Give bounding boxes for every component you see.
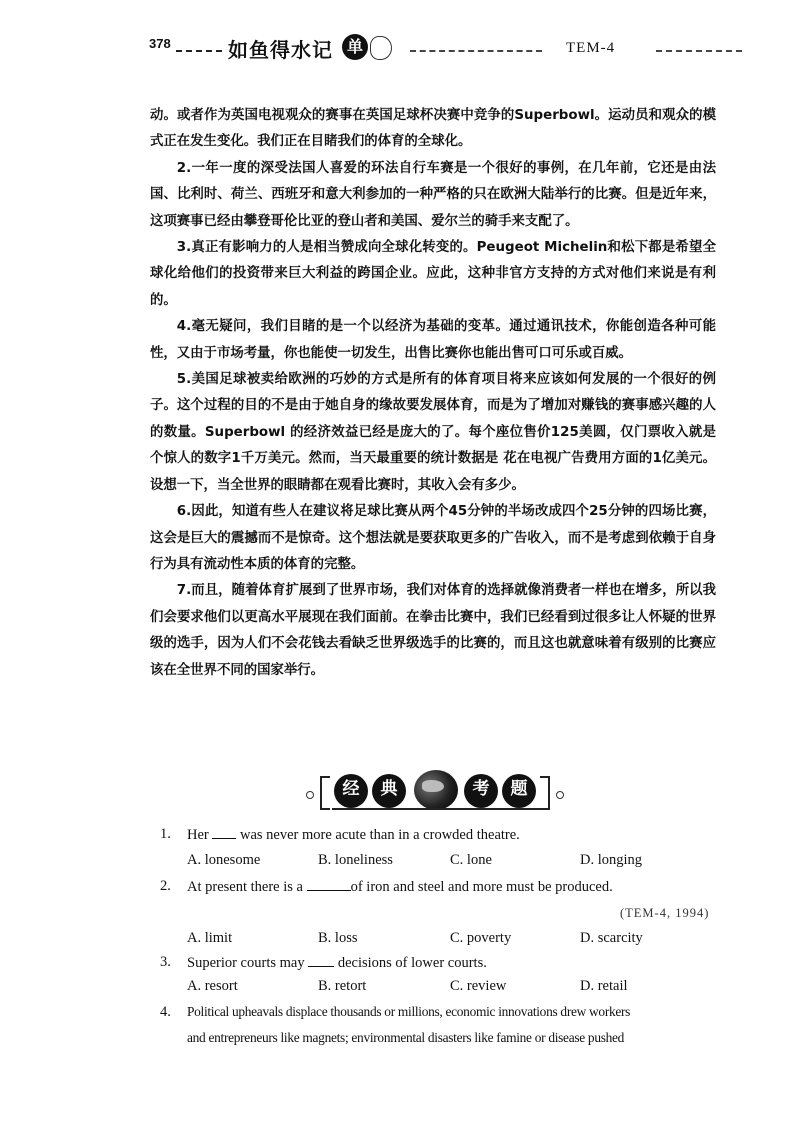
option-b: B. loss: [318, 930, 358, 946]
page-header: [0, 0, 800, 80]
question-stem: [187, 954, 487, 972]
stem-after: decisions of lower courts.: [337, 955, 487, 971]
answer-blank: [212, 826, 236, 839]
bracket-left: [320, 776, 330, 810]
option-d: D. retail: [580, 978, 628, 994]
option-a: A. lonesome: [187, 852, 261, 868]
page-number: 378: [149, 36, 171, 51]
paragraph-7: 7.而且，随着体育扩展到了世界市场，我们对体育的选择就像消费者一样也在增多，所以我们会要求他们以更高水平展现在我们面前。在拳击比赛中，我们已经看到过很多让人怀疑的世界级的选手，因为人们不会花钱去看缺乏世界级选手的比赛的，而且这也就意味着有级别的比赛应该在全世界不同的国家举行。: [150, 583, 716, 678]
ring-right-icon: [556, 791, 564, 799]
badge-swirl-icon: [370, 36, 392, 60]
header-dash-left: [176, 50, 222, 52]
question-number: 3.: [160, 954, 171, 970]
option-a: A. resort: [187, 978, 238, 994]
banner-char-4: 题: [502, 774, 536, 808]
question-stem-line-2: and entrepreneurs like magnets; environmental disasters like famine or disease pushed: [187, 1030, 625, 1045]
paragraph-2: 2.一年一度的深受法国人喜爱的环法自行车赛是一个很好的事例，在几年前，它还是由法国、比利时、荷兰、西班牙和意大利参加的一种严格的只在欧洲大陆举行的比赛。但是近年来，这项赛事已经由攀登哥伦比亚的登山者和美国、爱尔兰的骑手来支配了。: [150, 160, 716, 229]
question-stem-line-1: Political upheavals displace thousands or millions, economic innovations drew workers: [187, 1004, 631, 1019]
option-a: A. limit: [187, 930, 233, 946]
option-b: B. retort: [318, 978, 367, 994]
question-source: (TEM-4, 1994): [620, 906, 710, 920]
answer-blank: [308, 954, 334, 967]
header-dash-far-right: [656, 50, 742, 52]
banner-char-1: 经: [334, 774, 368, 808]
option-b: B. loneliness: [318, 852, 393, 868]
stem-after: of iron and steel and more must be produced.: [350, 879, 613, 895]
option-d: D. scarcity: [580, 930, 643, 946]
ring-left-icon: [306, 791, 314, 799]
option-c: C. review: [450, 978, 507, 994]
globe-icon: [414, 770, 458, 810]
question-number: 1.: [160, 826, 171, 842]
question-stem: [187, 878, 613, 896]
option-c: C. lone: [450, 852, 492, 868]
paragraph-4: 4.毫无疑问，我们目睹的是一个以经济为基础的变革。通过通讯技术，你能创造各种可能性，又由于市场考量，你也能使一切发生，出售比赛你也能出售可口可乐或百威。: [150, 319, 716, 361]
paragraph-6: 6.因此，知道有些人在建议将足球比赛从两个45分钟的半场改成四个25分钟的四场比赛，这会是巨大的震撼而不是惊奇。这个想法就是要获取更多的广告收入，而不是考虑到依赖于自身行为具有流动性本质的体育的完整。: [150, 504, 716, 572]
question-number: 2.: [160, 878, 171, 894]
stem-before: Superior courts may: [187, 955, 305, 971]
paragraph-5: 5.美国足球被卖给欧洲的巧妙的方式是所有的体育项目将来应该如何发展的一个很好的例子。这个过程的目的不是由于她自身的缘故要发展体育，而是为了增加对赚钱的赛事感兴趣的人的数量。Superbowl 的经济效益已经是庞大的了。每个座位售价125美圆，仅门票收入就是个惊人的数字1千万美元。然而，当天最重要的统计数据是 花在电视广告费用方面的1亿美元。设想一下，当全世界的眼睛都在观看比赛时，其收入会有多少。: [150, 372, 716, 493]
question-number: 4.: [160, 1004, 171, 1020]
paragraph-continuation: 动。或者作为英国电视观众的赛事在英国足球杯决赛中竞争的Superbowl。运动员和观众的模式正在发生变化。我们正在目睹我们的体育的全球化。: [150, 108, 716, 150]
stem-before: At present there is a: [187, 879, 303, 895]
banner-char-2: 典: [372, 774, 406, 808]
banner-underline: [332, 808, 542, 810]
book-title: 如鱼得水记: [228, 38, 333, 62]
option-d: D. longing: [580, 852, 643, 868]
paragraph-3: 3.真正有影响力的人是相当赞成向全球化转变的。Peugeot Michelin和松下都是希望全球化给他们的投资带来巨大利益的跨国企业。应此，这种非官方支持的方式对他们来说是有利的。: [150, 240, 716, 308]
exam-tag: TEM-4: [566, 40, 616, 56]
answer-blank: [307, 878, 351, 891]
question-stem: [187, 826, 520, 844]
banner-char-3: 考: [464, 774, 498, 808]
bracket-right: [540, 776, 550, 810]
option-c: C. poverty: [450, 930, 512, 946]
classic-exam-banner: [302, 770, 570, 818]
translation-text: [150, 103, 716, 684]
series-badge: 单: [342, 34, 368, 60]
header-dash-right: [410, 50, 542, 52]
stem-after: was never more acute than in a crowded theatre.: [240, 827, 520, 843]
stem-before: Her: [187, 827, 209, 843]
